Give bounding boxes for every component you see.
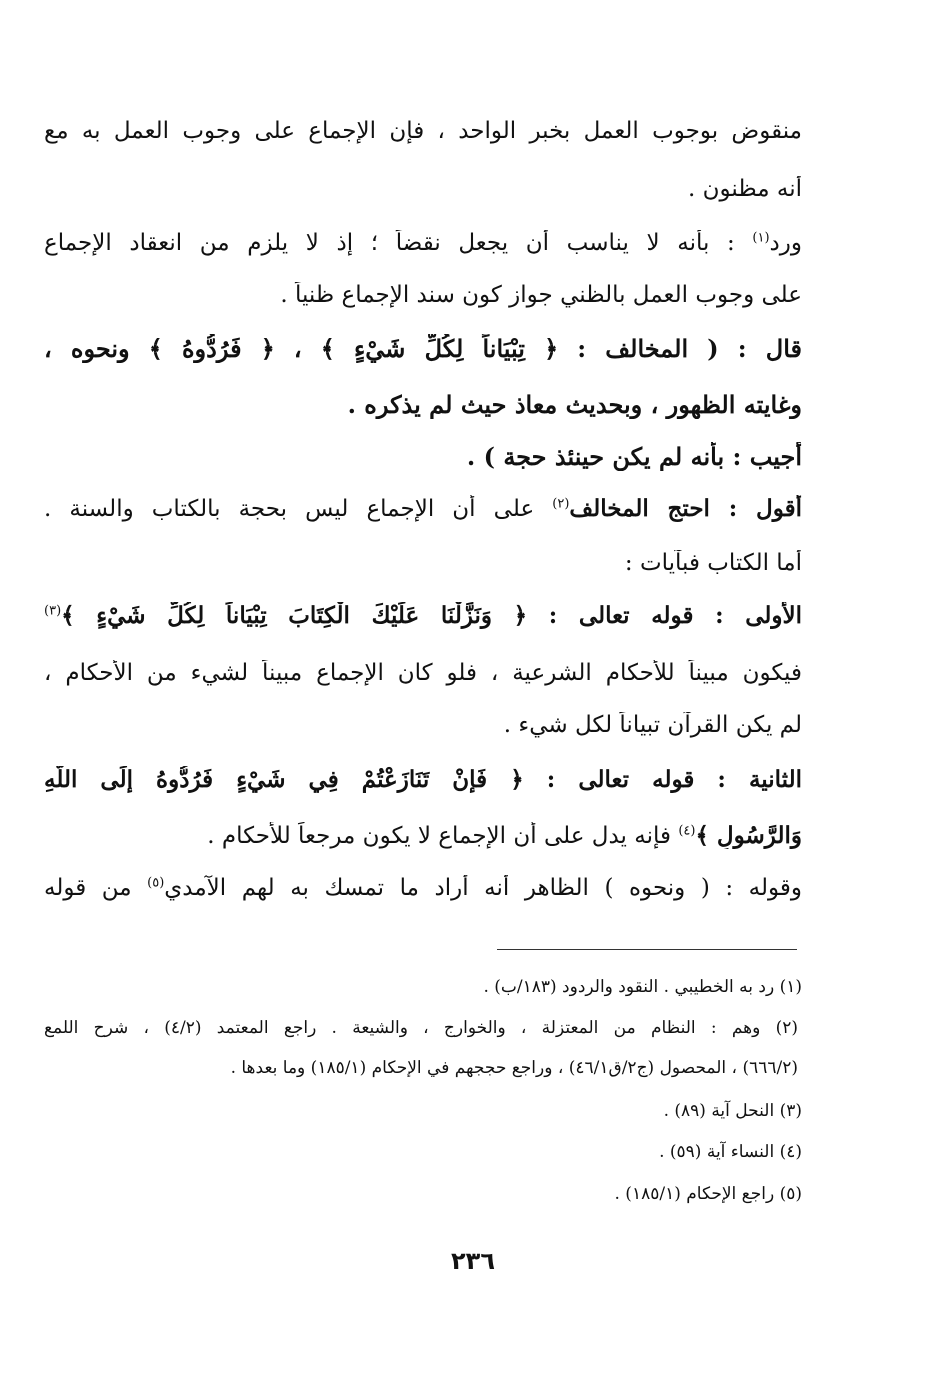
verse-line: الأولى : قوله تعالى : ﴿ وَنَزَّلْنَا عَلَيْكَ الْكِتَابَ تِبْيَاناً لِكُلِّ شَيْءٍ ﴾$^{(٣)}$	[44, 602, 802, 629]
footnote: (٥) راجع الإحكام (١٨٥/١) .	[614, 1184, 802, 1204]
text-line: لم يكن القرآن تبياناً لكل شيء .	[503, 712, 802, 738]
quoted-statement-line: أجيب : بأنه لم يكن حينئذ حجة ) .	[466, 442, 802, 471]
verse-line: الثانية : قوله تعالى : ﴿ فَإِنْ تَنَازَعْتُمْ فِي شَيْءٍ فَرُدُّوهُ إِلَى اللَّهِ	[44, 766, 802, 793]
footnote: (٦٦٦/٢) ، المحصول (ج٢/ق٤٦/١) ، وراجع حججهم في الإحكام (١٨٥/١) وما بعدها .	[230, 1058, 798, 1078]
text-line: فيكون مبيناً للأحكام الشرعية ، فلو كان الإجماع مبيناً لشيء من الأحكام ،	[44, 660, 802, 686]
quoted-statement-line: وغايته الظهور ، وبحديث معاذ حيث لم يذكره .	[347, 390, 802, 419]
text-line: وقوله : ( ونحوه ) الظاهر أنه أراد ما تمسك به لهم الآمدي$^{(٥)}$ من قوله	[44, 875, 802, 901]
text-line: ورد$^{(١)}$ : بأنه لا يناسب أن يجعل نقضاً ؛ إذ لا يلزم من انعقاد الإجماع	[44, 230, 802, 256]
text-line: منقوض بوجوب العمل بخبر الواحد ، فإن الإجماع على وجوب العمل به مع	[44, 118, 802, 144]
footnote: (٤) النساء آية (٥٩) .	[659, 1142, 802, 1162]
page-number: ٢٣٦	[451, 1247, 495, 1275]
footnote: (٣) النحل آية (٨٩) .	[663, 1101, 802, 1121]
text-line: أنه مظنون .	[688, 176, 802, 202]
text-line: على وجوب العمل بالظني جواز كون سند الإجماع ظنياً .	[280, 282, 802, 308]
footnote-divider	[497, 949, 797, 950]
footnote: (٢) وهم : النظام من المعتزلة ، والخوارج ، والشيعة . راجع المعتمد (٤/٢) ، شرح اللمع	[44, 1018, 798, 1038]
text-line: أما الكتاب فبآيات :	[624, 550, 802, 576]
text-line: أقول : احتج المخالف$^{(٢)}$ على أن الإجماع ليس بحجة بالكتاب والسنة .	[44, 495, 802, 522]
quoted-statement-line: قال : ( المخالف : ﴿ تِبْيَاناً لِكُلِّ شَيْءٍ ﴾ ، ﴿ فَرُدُّوهُ ﴾ ونحوه ،	[44, 334, 802, 363]
footnote: (١) رد به الخطيبي . النقود والردود (١٨٣/ب) .	[483, 977, 802, 997]
verse-line: وَالرَّسُولِ ﴾$^{(٤)}$ فإنه يدل على أن الإجماع لا يكون مرجعاً للأحكام .	[207, 822, 802, 849]
